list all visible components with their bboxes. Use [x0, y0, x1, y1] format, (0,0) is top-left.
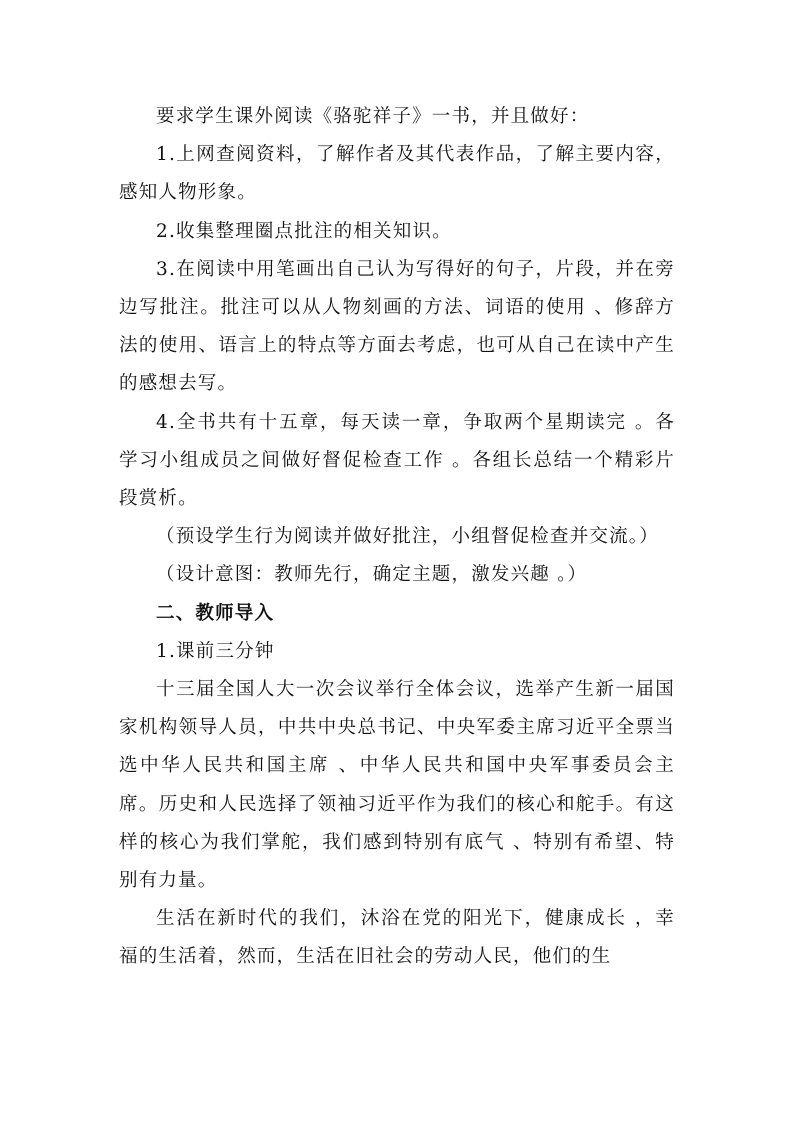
task-item-1: 1.上网查阅资料，了解作者及其代表作品，了解主要内容，感知人物形象。 — [119, 144, 675, 204]
section-heading-teacher-intro: 二、教师导入 — [156, 602, 275, 624]
reading-assignment-intro: 要求学生课外阅读《骆驼祥子》一书，并且做好： — [156, 106, 590, 127]
body-paragraph-new-era: 生活在新时代的我们，沐浴在党的阳光下，健康成长 ，幸福的生活着，然而，生活在旧社会的劳动人民，他们的生 — [119, 908, 675, 968]
body-paragraph-npc-session: 十三届全国人大一次会议举行全体会议，选举产生新一届国家机构领导人员，中共中央总书记、中央军委主席习近平全票当选中华人民共和国主席 、中华人民共和国中央军事委员会主席。历史和人民选择了领袖习近平作为我们的核心和舵手。有这样的核心为我们掌舵，我们感到特别有底气 、特别有希望、特别有力量。 — [119, 679, 675, 892]
document-body — [119, 98, 675, 977]
task-item-4: 4.全书共有十五章，每天读一章，争取两个星期读完 。各学习小组成员之间做好督促检查工作 。各组长总结一个精彩片段赏析。 — [119, 411, 675, 510]
expected-student-behavior-note: （预设学生行为阅读并做好批注，小组督促检查并交流。） — [156, 526, 659, 548]
task-item-2: 2.收集整理圈点批注的相关知识。 — [156, 220, 452, 242]
design-intent-note: （设计意图：教师先行，确定主题，激发兴趣 。） — [156, 564, 588, 586]
task-item-3: 3.在阅读中用笔画出自己认为写得好的句子，片段，并在旁边写批注。批注可以从人物刻画的方法、词语的使用 、修辞方法的使用、语言上的特点等方面去考虑，也可从自己在读中产生的感想去写。 — [119, 258, 675, 395]
subsection-heading-three-minutes: 1.课前三分钟 — [156, 640, 275, 662]
